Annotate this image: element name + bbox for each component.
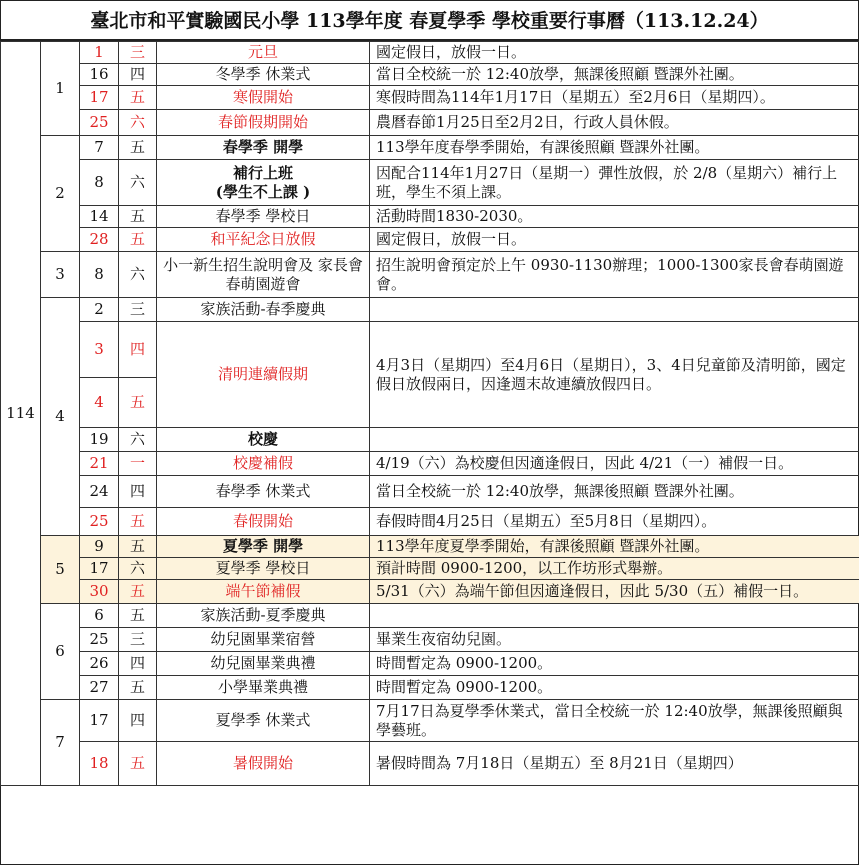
- weekday-cell: 六: [119, 428, 157, 452]
- day-cell: 9: [80, 536, 119, 558]
- table-row: [1, 580, 859, 604]
- day-cell: 30: [80, 580, 119, 604]
- weekday-cell: 六: [119, 160, 157, 206]
- day-cell: 27: [80, 676, 119, 700]
- weekday-cell: 四: [119, 322, 157, 378]
- event-cell: 補行上班 (學生不上課 ): [157, 160, 370, 206]
- table-row: [1, 700, 859, 742]
- table-row: [1, 206, 859, 228]
- day-cell: 17: [80, 700, 119, 742]
- weekday-cell: 五: [119, 742, 157, 786]
- table-row: [1, 604, 859, 628]
- day-cell: 25: [80, 110, 119, 136]
- description-cell: 農曆春節1月25日至2月2日，行政人員休假。: [370, 110, 859, 136]
- event-cell: 春假開始: [157, 508, 370, 536]
- event-cell: 小學畢業典禮: [157, 676, 370, 700]
- weekday-cell: 五: [119, 676, 157, 700]
- description-cell: 春假時間4月25日（星期五）至5月8日（星期四）。: [370, 508, 859, 536]
- weekday-cell: 三: [119, 42, 157, 64]
- event-cell: 暑假開始: [157, 742, 370, 786]
- day-cell: 8: [80, 252, 119, 298]
- weekday-cell: 四: [119, 652, 157, 676]
- weekday-cell: 五: [119, 86, 157, 110]
- table-row: [1, 628, 859, 652]
- table-row: [1, 86, 859, 110]
- weekday-cell: 五: [119, 206, 157, 228]
- description-cell: 招生說明會預定於上午 0930-1130辦理；1000-1300家長會春萌園遊會。: [370, 252, 859, 298]
- day-cell: 21: [80, 452, 119, 476]
- table-row: [1, 476, 859, 508]
- day-cell: 2: [80, 298, 119, 322]
- description-cell: 畢業生夜宿幼兒園。: [370, 628, 859, 652]
- month-cell: 6: [41, 604, 80, 700]
- month-cell: 1: [41, 42, 80, 136]
- table-row: [1, 508, 859, 536]
- weekday-cell: 四: [119, 476, 157, 508]
- table-row: [1, 452, 859, 476]
- event-cell: 夏學季 學校日: [157, 558, 370, 580]
- table-row: [1, 252, 859, 298]
- description-cell: 7月17日為夏學季休業式，當日全校統一於 12:40放學，無課後照顧與學藝班。: [370, 700, 859, 742]
- day-cell: 17: [80, 86, 119, 110]
- table-row: [1, 228, 859, 252]
- table-row: [1, 676, 859, 700]
- event-cell: 校慶: [157, 428, 370, 452]
- page-title: 臺北市和平實驗國民小學 113學年度 春夏學季 學校重要行事曆（113.12.24）: [1, 1, 858, 41]
- day-cell: 25: [80, 508, 119, 536]
- description-cell: 國定假日，放假一日。: [370, 228, 859, 252]
- event-cell: 夏學季 開學: [157, 536, 370, 558]
- day-cell: 1: [80, 42, 119, 64]
- day-cell: 25: [80, 628, 119, 652]
- description-cell: 預計時間 0900-1200，以工作坊形式舉辦。: [370, 558, 859, 580]
- table-row: [1, 42, 859, 64]
- day-cell: 18: [80, 742, 119, 786]
- event-cell: 幼兒園畢業典禮: [157, 652, 370, 676]
- day-cell: 14: [80, 206, 119, 228]
- table-row: [1, 110, 859, 136]
- event-cell: 春學季 學校日: [157, 206, 370, 228]
- description-cell: 活動時間1830-2030。: [370, 206, 859, 228]
- table-row: [1, 160, 859, 206]
- event-cell: 春學季 休業式: [157, 476, 370, 508]
- month-cell: 5: [41, 536, 80, 604]
- table-row: [1, 428, 859, 452]
- day-cell: 16: [80, 64, 119, 86]
- weekday-cell: 五: [119, 136, 157, 160]
- description-cell: [370, 604, 859, 628]
- description-cell: 113學年度夏學季開始，有課後照顧 暨課外社團。: [370, 536, 859, 558]
- description-cell: 113學年度春學季開始，有課後照顧 暨課外社團。: [370, 136, 859, 160]
- month-cell: 3: [41, 252, 80, 298]
- event-cell: 寒假開始: [157, 86, 370, 110]
- day-cell: 7: [80, 136, 119, 160]
- table-row: [1, 136, 859, 160]
- year-cell: 114: [1, 42, 41, 786]
- event-cell: 家族活動-夏季慶典: [157, 604, 370, 628]
- event-cell: 端午節補假: [157, 580, 370, 604]
- weekday-cell: 六: [119, 110, 157, 136]
- event-cell: 幼兒園畢業宿營: [157, 628, 370, 652]
- weekday-cell: 四: [119, 64, 157, 86]
- description-cell: 時間暫定為 0900-1200。: [370, 676, 859, 700]
- event-cell: 夏學季 休業式: [157, 700, 370, 742]
- weekday-cell: 三: [119, 298, 157, 322]
- event-cell: 清明連續假期: [157, 322, 370, 428]
- weekday-cell: 五: [119, 378, 157, 428]
- day-cell: 3: [80, 322, 119, 378]
- weekday-cell: 五: [119, 536, 157, 558]
- weekday-cell: 五: [119, 508, 157, 536]
- month-cell: 4: [41, 298, 80, 536]
- weekday-cell: 五: [119, 604, 157, 628]
- description-cell: [370, 298, 859, 322]
- day-cell: 17: [80, 558, 119, 580]
- day-cell: 24: [80, 476, 119, 508]
- description-cell: 當日全校統一於 12:40放學，無課後照顧 暨課外社團。: [370, 64, 859, 86]
- weekday-cell: 五: [119, 580, 157, 604]
- table-row: [1, 536, 859, 558]
- description-cell: 時間暫定為 0900-1200。: [370, 652, 859, 676]
- weekday-cell: 六: [119, 252, 157, 298]
- table-row: [1, 298, 859, 322]
- event-cell: 家族活動-春季慶典: [157, 298, 370, 322]
- description-cell: 因配合114年1月27日（星期一）彈性放假，於 2/8（星期六）補行上班，學生不須上課。: [370, 160, 859, 206]
- day-cell: 4: [80, 378, 119, 428]
- weekday-cell: 三: [119, 628, 157, 652]
- month-cell: 2: [41, 136, 80, 252]
- day-cell: 6: [80, 604, 119, 628]
- event-cell: 小一新生招生說明會及 家長會春萌園遊會: [157, 252, 370, 298]
- description-cell: 國定假日，放假一日。: [370, 42, 859, 64]
- month-cell: 7: [41, 700, 80, 786]
- day-cell: 28: [80, 228, 119, 252]
- description-cell: [370, 428, 859, 452]
- day-cell: 8: [80, 160, 119, 206]
- weekday-cell: 一: [119, 452, 157, 476]
- description-cell: 4/19（六）為校慶但因適逢假日，因此 4/21（一）補假一日。: [370, 452, 859, 476]
- event-cell: 校慶補假: [157, 452, 370, 476]
- event-cell: 春學季 開學: [157, 136, 370, 160]
- day-cell: 19: [80, 428, 119, 452]
- table-row: [1, 558, 859, 580]
- calendar-table: [0, 41, 859, 786]
- description-cell: 4月3日（星期四）至4月6日（星期日），3、4日兒童節及清明節，國定假日放假兩日，因逢週末故連續放假四日。: [370, 322, 859, 428]
- weekday-cell: 四: [119, 700, 157, 742]
- event-cell: 冬學季 休業式: [157, 64, 370, 86]
- description-cell: 暑假時間為 7月18日（星期五）至 8月21日（星期四）: [370, 742, 859, 786]
- weekday-cell: 五: [119, 228, 157, 252]
- event-cell: 和平紀念日放假: [157, 228, 370, 252]
- table-row: [1, 64, 859, 86]
- weekday-cell: 六: [119, 558, 157, 580]
- description-cell: 5/31（六）為端午節但因適逢假日，因此 5/30（五）補假一日。: [370, 580, 859, 604]
- day-cell: 26: [80, 652, 119, 676]
- description-cell: 寒假時間為114年1月17日（星期五）至2月6日（星期四）。: [370, 86, 859, 110]
- event-cell: 元旦: [157, 42, 370, 64]
- table-row: [1, 652, 859, 676]
- description-cell: 當日全校統一於 12:40放學，無課後照顧 暨課外社團。: [370, 476, 859, 508]
- table-row: [1, 322, 859, 378]
- table-row: [1, 742, 859, 786]
- event-cell: 春節假期開始: [157, 110, 370, 136]
